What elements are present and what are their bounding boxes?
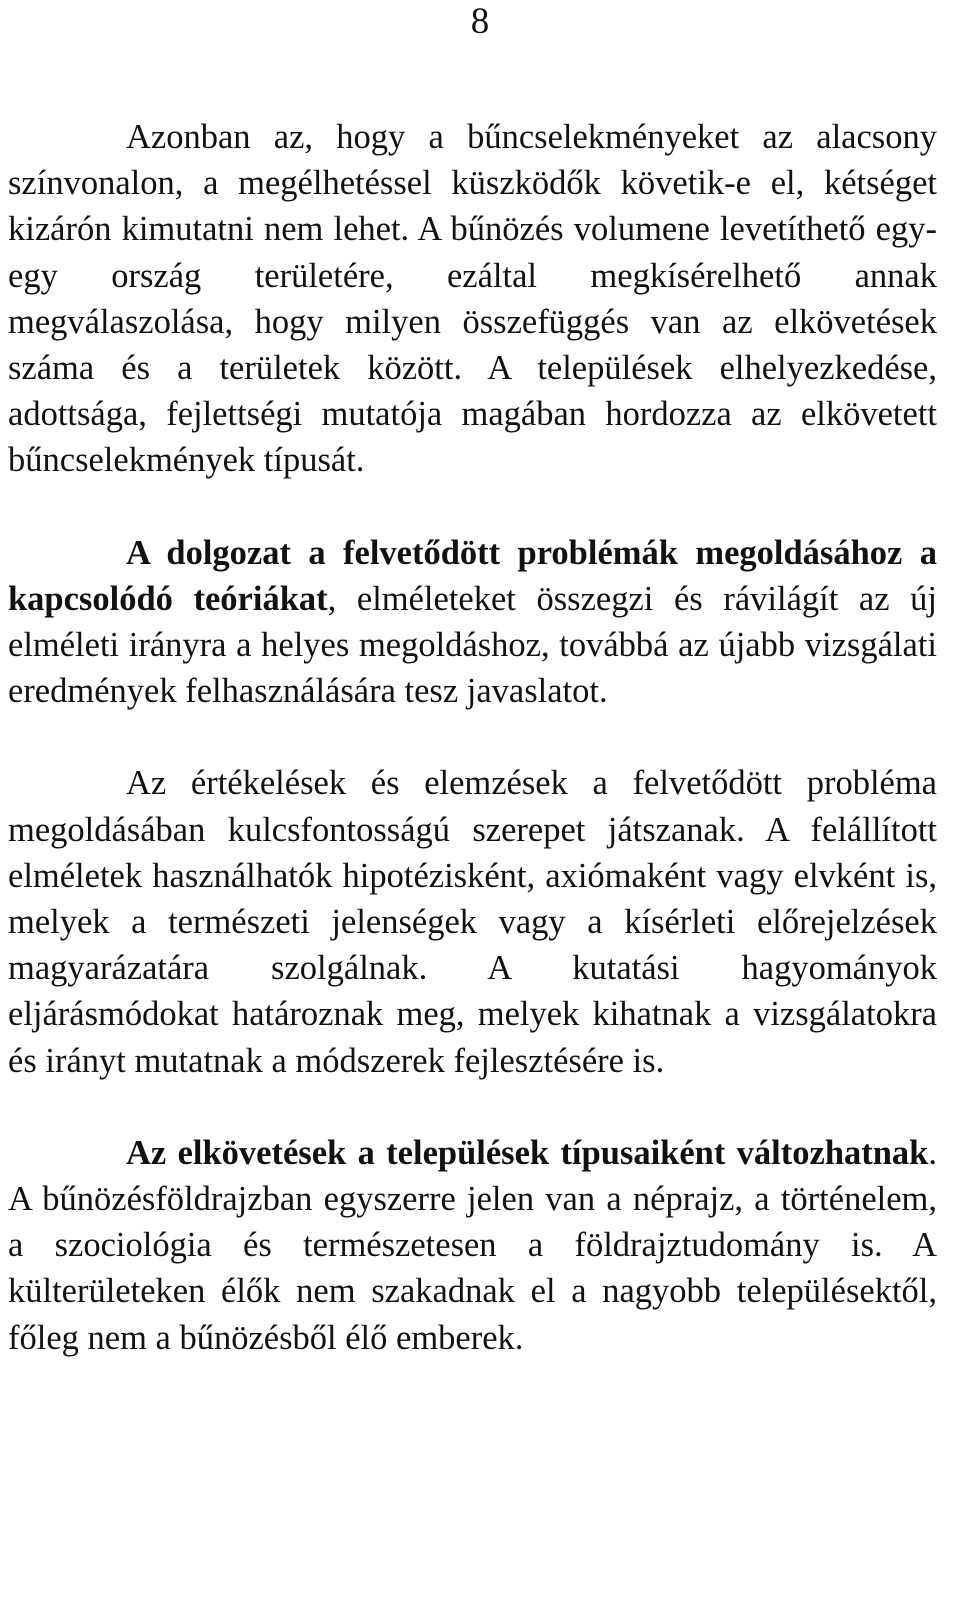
paragraph-text: Azonban az, hogy a bűncselekményeket az alacsony színvonalon, a megélhetéssel küszködők követik-e el, kétséget kizárón kimutatni nem lehet. A bűnözés volumene levetíthető egy-egy ország területére, ezáltal megkísérelhető annak megválaszolása, hogy milyen összefüggés van az elkövetések száma és a területek között. A települések elhelyezkedése, adottsága, fejlettségi mutatója magában hordozza az elkövetett bűncselekmények típusát. (8, 118, 937, 480)
paragraph-bold-lead: Az elkövetések a települések típusaiként változhatnak (126, 1133, 929, 1172)
paragraph-text: Az értékelések és elemzések a felvetődött probléma megoldásában kulcsfontosságú szerepet játszanak. A felállított elméletek használhatók hipotézisként, axiómaként vagy elvként is, melyek a természeti jelenségek vagy a kísérleti előrejelzések magyarázatára szolgálnak. A kutatási hagyományok eljárásmódokat határoznak meg, melyek kihatnak a vizsgálatokra és irányt mutatnak a módszerek fejlesztésére is. (8, 764, 937, 1080)
paragraph-gap (8, 1084, 937, 1130)
paragraph-settlement-types (8, 1130, 937, 1361)
paragraph-text: , elméleteket összegzi és rávilágít az új elméleti irányra a helyes megoldáshoz, továbbá az újabb vizsgálati eredmények felhasználására tesz javaslatot. (8, 579, 937, 711)
paragraph-crime-standard-of-living (8, 114, 937, 484)
paragraph-gap (8, 484, 937, 530)
paragraph-text: . A bűnözésföldrajzban egyszerre jelen van a néprajz, a történelem, a szociológia és természetesen a földrajztudomány is. A külterületeken élők nem szakadnak el a nagyobb településektől, főleg nem a bűnözésből élő emberek. (8, 1133, 937, 1357)
paragraph-thesis-summary (8, 530, 937, 715)
body-text (8, 114, 937, 1361)
paragraph-gap (8, 714, 937, 760)
page-number: 8 (470, 1, 490, 42)
paragraph-bold-lead: A dolgozat a felvetődött problémák megoldásához a kapcsolódó teóriákat (8, 533, 937, 618)
paragraph-evaluations (8, 760, 937, 1083)
